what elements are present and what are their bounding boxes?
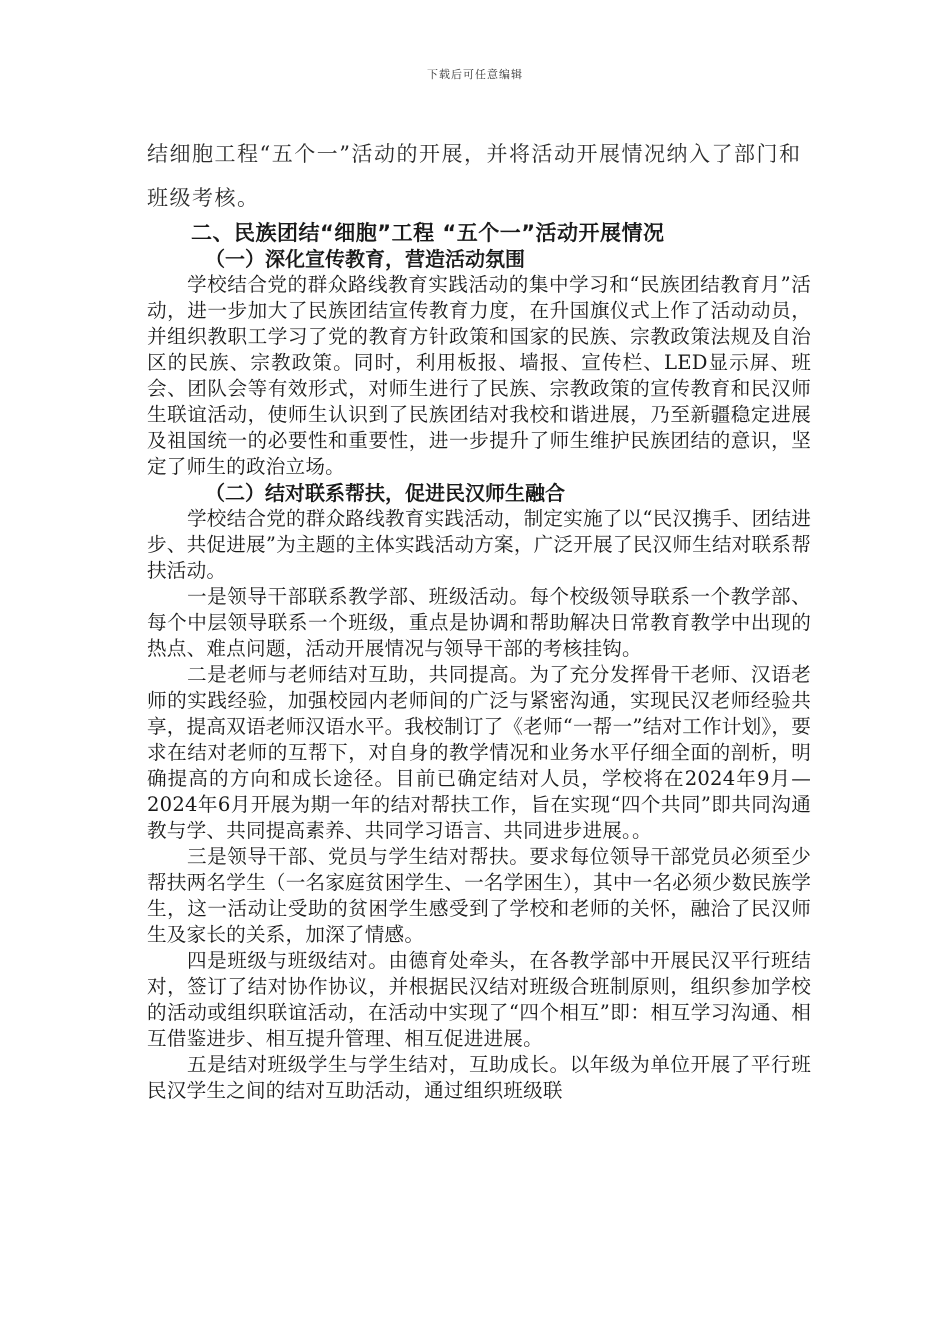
- page-header-note: 下载后可任意编辑: [427, 68, 523, 81]
- subsection-heading-1: （一）深化宣传教育，营造活动氛围: [205, 247, 525, 271]
- item-paragraph-1: 一是领导干部联系教学部、班级活动。每个校级领导联系一个教学部、每个中层领导联系一个班级，重点是协调和帮助解决日常教育教学中出现的热点、难点问题，活动开展情况与领导干部的考核挂钩。: [147, 585, 811, 660]
- item-paragraph-3: 三是领导干部、党员与学生结对帮扶。要求每位领导干部党员必须至少帮扶两名学生（一名家庭贫困学生、一名学困生），其中一名必须少数民族学生，这一活动让受助的贫困学生感受到了学校和老师的关怀，融洽了民汉师生及家长的关系，加深了情感。: [147, 845, 811, 946]
- subsection-heading-2: （二）结对联系帮扶，促进民汉师生融合: [205, 481, 565, 505]
- intro-paragraph: 结细胞工程“五个一”活动的开展，并将活动开展情况纳入了部门和班级考核。: [147, 142, 802, 210]
- item-paragraph-5: 五是结对班级学生与学生结对，互助成长。以年级为单位开展了平行班民汉学生之间的结对互助活动，通过组织班级联: [147, 1053, 811, 1102]
- item-paragraph-4: 四是班级与班级结对。由德育处牵头，在各教学部中开展民汉平行班结对，签订了结对协作协议，并根据民汉结对班级合班制原则，组织参加学校的活动或组织联谊活动，在活动中实现了“四个相互”即：相互学习沟通、相互借鉴进步、相互提升管理、相互促进进展。: [147, 949, 811, 1050]
- subsection-1-paragraph: 学校结合党的群众路线教育实践活动的集中学习和“民族团结教育月”活动，进一步加大了民族团结宣传教育力度，在升国旗仪式上作了活动动员，并组织教职工学习了党的教育方针政策和国家的民族、宗教政策法规及自治区的民族、宗教政策。同时，利用板报、墙报、宣传栏、LED显示屏、班会、团队会等有效形式，对师生进行了民族、宗教政策的宣传教育和民汉师生联谊活动，使师生认识到了民族团结对我校和谐进展，乃至新疆稳定进展及祖国统一的必要性和重要性，进一步提升了师生维护民族团结的意识，坚定了师生的政治立场。: [147, 273, 811, 478]
- item-paragraph-2: 二是老师与老师结对互助，共同提高。为了充分发挥骨干老师、汉语老师的实践经验，加强校园内老师间的广泛与紧密沟通，实现民汉老师经验共享，提高双语老师汉语水平。我校制订了《老师“一帮一”结对工作计划》，要求在结对老师的互帮下，对自身的教学情况和业务水平仔细全面的剖析，明确提高的方向和成长途径。目前已确定结对人员，学校将在2024年9月—2024年6月开展为期一年的结对帮扶工作，旨在实现“四个共同”即共同沟通教与学、共同提高素养、共同学习语言、共同进步进展。。: [147, 663, 811, 842]
- subsection-2-paragraph: 学校结合党的群众路线教育实践活动，制定实施了以“民汉携手、团结进步、共促进展”为主题的主体实践活动方案，广泛开展了民汉师生结对联系帮扶活动。: [147, 507, 811, 582]
- section-heading: 二、民族团结“细胞”工程 “五个一”活动开展情况: [191, 221, 665, 245]
- document-body: [147, 132, 811, 1104]
